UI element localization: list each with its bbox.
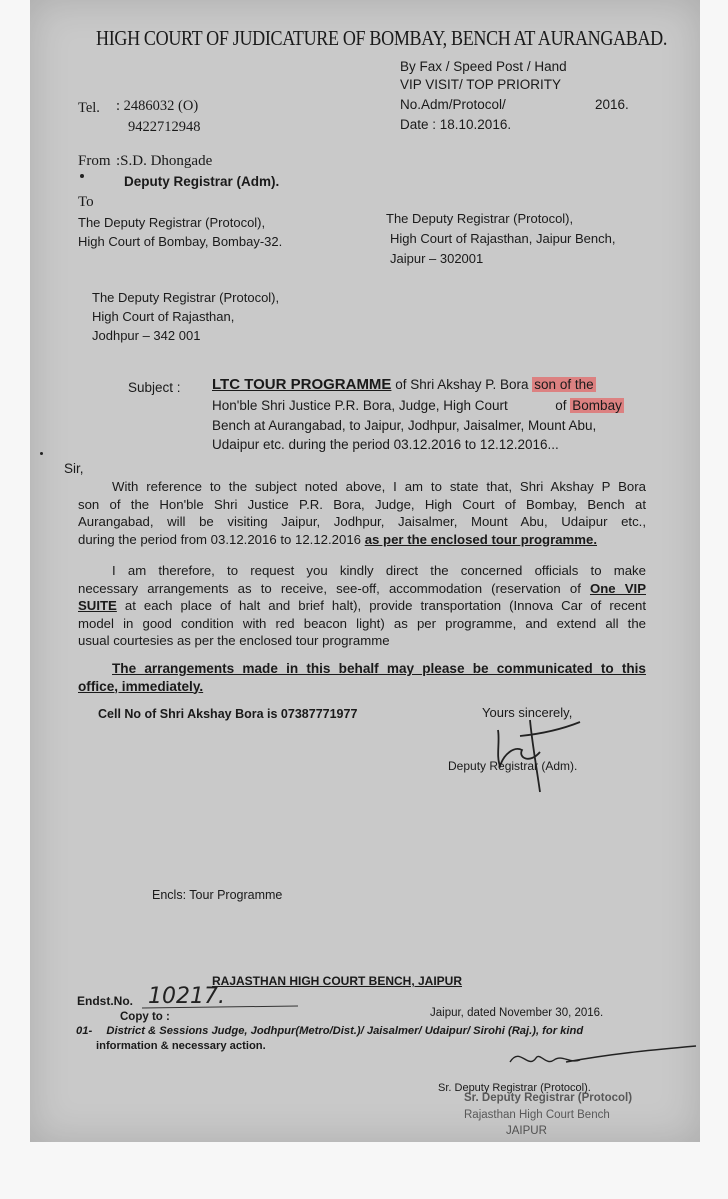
from-label: From [78,153,111,169]
to-label: To [78,194,94,210]
stamp-line-1: Sr. Deputy Registrar (Protocol) [464,1092,633,1104]
paragraph-1 [78,478,646,548]
subject-line-2 [212,397,624,414]
endorsement-number-handwritten: 10217. [148,984,225,1009]
copy-to-label: Copy to : [120,1011,170,1023]
subject-highlight-son: son of the [534,377,594,392]
paragraph-2-line-4: model in good condition with red beacon light) as per programme, and extend all the [78,615,646,631]
paragraph-3 [78,660,646,695]
recipient-1-line-2: High Court of Bombay, Bombay-32. [78,234,283,249]
recipient-1-line-1: The Deputy Registrar (Protocol), [78,215,266,230]
letterhead-title: HIGH COURT OF JUDICATURE OF BOMBAY, BENCH AT AURANGABAD. [96,26,668,50]
paragraph-3-line-2: office, immediately. [78,678,204,694]
subject-line-1-rest: of Shri Akshay P. Bora [395,377,529,392]
reference-number-label: No.Adm/Protocol/ [400,97,506,112]
cell-number-value: is 07387771977 [267,707,358,721]
recipient-2-line-2: High Court of Rajasthan, Jaipur Bench, [390,231,616,246]
dispatch-priority: VIP VISIT/ TOP PRIORITY [400,77,562,92]
sr-deputy-registrar-signature [500,1036,700,1076]
paragraph-1-line-4 [78,531,646,549]
cell-number-label: Cell No of Shri Akshay Bora [98,707,264,721]
recipient-2-line-1: The Deputy Registrar (Protocol), [386,211,574,226]
recipient-3-line-2: High Court of Rajasthan, [92,309,235,324]
copy-item-1-text: District & Sessions Judge, Jodhpur(Metro/Dist.)/ Jaisalmer/ Udaipur/ Sirohi (Raj.), for kind [106,1025,584,1037]
endorsement-place-date: Jaipur, dated November 30, 2016. [430,1007,604,1019]
subject-line-2-of: of [555,398,567,413]
bullet-mark [80,174,84,178]
subject-heading: LTC TOUR PROGRAMME [212,376,392,393]
endorsement-number-label: Endst.No. [77,994,133,1008]
dispatch-mode: By Fax / Speed Post / Hand [400,59,567,74]
letter-date: Date : 18.10.2016. [400,117,512,132]
paragraph-2-line-5: usual courtesies as per the enclosed tour programme [78,633,390,648]
paragraph-2-line-2-text: necessary arrangements as to receive, see-off, accommodation (reservation of [78,580,581,596]
vip-suite-highlight-b: SUITE [78,598,117,613]
paragraph-1-tour-note: as per the enclosed tour programme. [364,531,597,547]
salutation: Sir, [64,461,84,476]
paragraph-2-line-3 [78,597,646,615]
paragraph-2 [78,562,646,650]
closing-yours-sincerely: Yours sincerely, [482,705,573,720]
paragraph-2-line-2 [78,580,646,598]
subject-line-4: Udaipur etc. during the period 03.12.2016 to 12.12.2016... [212,437,559,452]
signoff-designation: Deputy Registrar (Adm). [448,759,578,773]
subject-line-1 [212,376,596,393]
deputy-registrar-signature [470,712,600,802]
recipient-3-line-1: The Deputy Registrar (Protocol), [92,290,280,305]
cell-number-line [98,706,357,723]
subject-label: Subject : [128,380,181,395]
tel-label: Tel. [78,100,100,116]
stamp-line-3: JAIPUR [506,1125,547,1137]
recipient-3-line-3: Jodhpur – 342 001 [92,328,201,343]
paragraph-1-line-3: Aurangabad, will be visiting Jaipur, Jodhpur, Jaisalmer, Mount Abu, Udaipur etc., [78,514,646,529]
sender-designation: Deputy Registrar (Adm). [124,174,280,189]
sender-name: :S.D. Dhongade [116,153,213,169]
recipient-2-line-3: Jaipur – 302001 [390,251,484,266]
stamp-line-2: Rajasthan High Court Bench [464,1109,610,1121]
paragraph-2-line-1: I am therefore, to request you kindly direct the concerned officials to make [112,563,646,578]
enclosure-note: Encls: Tour Programme [152,888,283,902]
paragraph-3-line-1: The arrangements made in this behalf may please be communicated to this [112,661,646,676]
paragraph-1-period: during the period from 03.12.2016 to 12.12.2016 [78,531,362,547]
subject-line-3: Bench at Aurangabad, to Jaipur, Jodhpur, Jaisalmer, Mount Abu, [212,418,597,433]
copy-item-1-number: 01- [76,1025,93,1037]
reference-year: 2016. [595,97,629,112]
paragraph-1-line-2: son of the Hon'ble Shri Justice P.R. Bora, Judge, High Court of Bombay, Bench at [78,496,646,512]
endorsement-heading: RAJASTHAN HIGH COURT BENCH, JAIPUR [212,974,463,988]
paragraph-1-line-1: With reference to the subject noted above, I am to state that, Shri Akshay P Bora [112,479,646,494]
speck-mark [40,452,43,455]
subject-line-2-text: Hon'ble Shri Justice P.R. Bora, Judge, High Court [212,398,508,413]
tel-office: : 2486032 (O) [116,98,199,114]
paragraph-2-line-3-text: at each place of halt and brief halt), provide transportation (Innova Car of recent [124,598,647,613]
copy-item-1-continuation: information & necessary action. [96,1040,266,1052]
letter-sheet [30,0,700,1142]
sr-deputy-registrar-designation: Sr. Deputy Registrar (Protocol). [438,1082,591,1094]
vip-suite-highlight-a: One VIP [589,580,646,596]
subject-highlight-bombay: Bombay [572,398,622,413]
mobile-number: 9422712948 [128,119,201,135]
